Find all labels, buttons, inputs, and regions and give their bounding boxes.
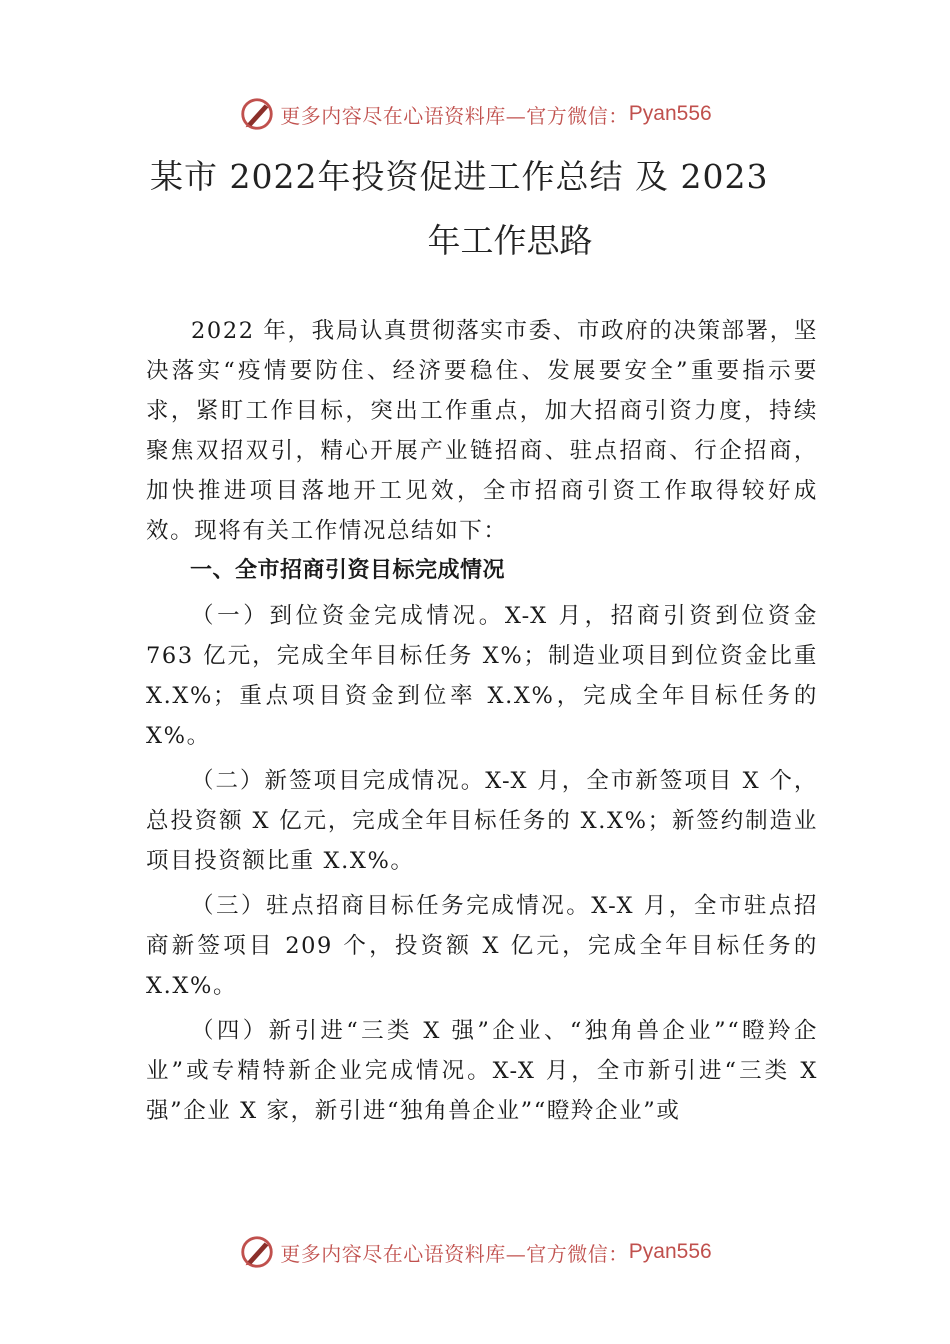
paragraph-new-projects: （二）新签项目完成情况。X-X 月，全市新签项目 X 个，总投资额 X 亿元，完成全年目标任务的 X.X%；新签约制造业项目投资额比重 X.X%。 [146,768,818,874]
paragraph-stationed-investment: （三）驻点招商目标任务完成情况。X-X 月，全市驻点招商新签项目 209 个，投资额 X 亿元，完成全年目标任务的 X.X%。 [146,893,818,999]
watermark-text: 更多内容尽在心语资料库—官方微信： [280,103,629,128]
document-title-line2: 年工作思路 [427,221,593,260]
document-body [146,311,818,1131]
pen-seal-icon [238,1233,276,1271]
paragraph-funds: （一）到位资金完成情况。X-X 月，招商引资到位资金 763 亿元，完成全年目标任务 X%；制造业项目到位资金比重 X.X%；重点项目资金到位率 X.X%，完成全年目标任务的 X%。 [146,603,818,749]
footer-watermark [0,1232,950,1272]
watermark-wechat-id: Pyan556 [628,1240,712,1263]
watermark-text: 更多内容尽在心语资料库—官方微信： [280,1241,629,1266]
intro-paragraph: 2022 年，我局认真贯彻落实市委、市政府的决策部署，坚决落实“疫情要防住、经济要稳住、发展要安全”重要指示要求，紧盯工作目标，突出工作重点，加大招商引资力度，持续聚焦双招双引，精心开展产业链招商、驻点招商、行企招商，加快推进项目落地开工见效，全市招商引资工作取得较好成效。现将有关工作情况总结如下： [146,318,818,544]
section-heading: 一、全市招商引资目标完成情况 [190,558,506,583]
header-watermark [0,94,950,134]
document-title-line1: 某市 2022年投资促进工作总结 及 2023 [150,157,769,196]
watermark-wechat-id: Pyan556 [628,102,712,125]
pen-seal-icon [238,95,276,133]
paragraph-new-enterprises: （四）新引进“三类 X 强”企业、“独角兽企业”“瞪羚企业”或专精特新企业完成情况。X-X 月，全市新引进“三类 X 强”企业 X 家，新引进“独角兽企业”“瞪羚企业”或 [146,1018,818,1124]
